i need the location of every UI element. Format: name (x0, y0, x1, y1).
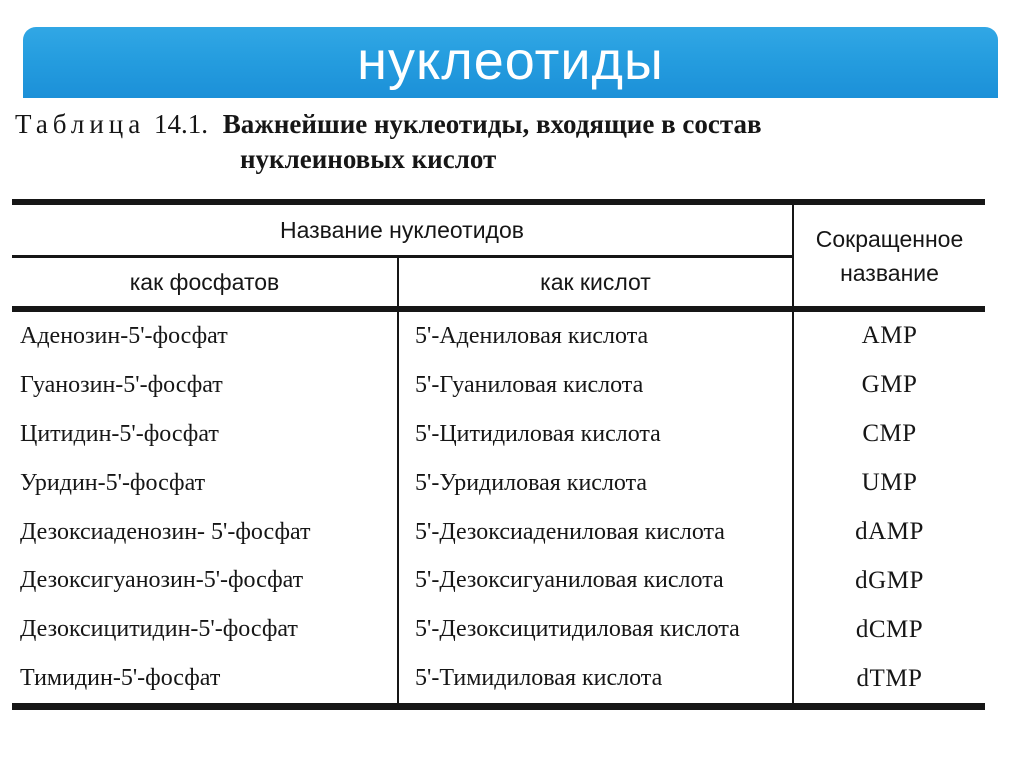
cell-abbreviation: UMP (792, 459, 985, 508)
cell-acid-name: 5'-Гуаниловая кислота (397, 361, 792, 410)
cell-abbreviation: dTMP (792, 654, 985, 703)
cell-phosphate-name: Тимидин-5'-фосфат (20, 665, 221, 692)
slide-title-banner (23, 27, 998, 98)
header-as-acids: как кислот (397, 258, 792, 312)
table-caption (15, 107, 921, 177)
cell-acid-name: 5'-Дезоксигуаниловая кислота (397, 556, 792, 605)
cell-acid-name: 5'-Дезоксиадениловая кислота (397, 508, 792, 557)
caption-word: Таблица (15, 109, 146, 139)
cell-phosphate-name: Дезоксицитидин-5'-фосфат (20, 616, 298, 643)
cell-phosphate-name: Цитидин-5'-фосфат (20, 420, 219, 447)
cell-abbreviation: dCMP (792, 605, 985, 654)
header-name-group: Название нуклеотидов (12, 205, 792, 258)
cell-abbreviation: CMP (792, 410, 985, 459)
header-abbreviation: Сокращенное название (792, 205, 985, 312)
cell-phosphate-name: Дезоксигуанозин-5'-фосфат (20, 567, 304, 594)
cell-acid-name: 5'-Дезоксицитидиловая кислота (397, 605, 792, 654)
caption-title: Важнейшие нуклеотиды, входящие в состав нуклеиновых кислот (222, 109, 762, 174)
nucleotide-table (12, 199, 985, 710)
caption-number: 14.1. (153, 109, 208, 139)
cell-phosphate-name: Дезоксиаденозин- 5'-фосфат (20, 518, 311, 545)
cell-acid-name: 5'-Уридиловая кислота (397, 459, 792, 508)
cell-phosphate-name: Гуанозин-5'-фосфат (20, 371, 223, 398)
cell-phosphate-name: Уридин-5'-фосфат (20, 469, 206, 496)
cell-abbreviation: AMP (792, 312, 985, 361)
cell-acid-name: 5'-Адениловая кислота (397, 312, 792, 361)
header-as-phosphates: как фосфатов (12, 258, 397, 312)
cell-abbreviation: dAMP (792, 508, 985, 557)
cell-acid-name: 5'-Цитидиловая кислота (397, 410, 792, 459)
cell-acid-name: 5'-Тимидиловая кислота (397, 654, 792, 703)
cell-phosphate-name: Аденозин-5'-фосфат (20, 322, 228, 349)
cell-abbreviation: GMP (792, 361, 985, 410)
slide-title: нуклеотиды (357, 30, 664, 91)
cell-abbreviation: dGMP (792, 556, 985, 605)
